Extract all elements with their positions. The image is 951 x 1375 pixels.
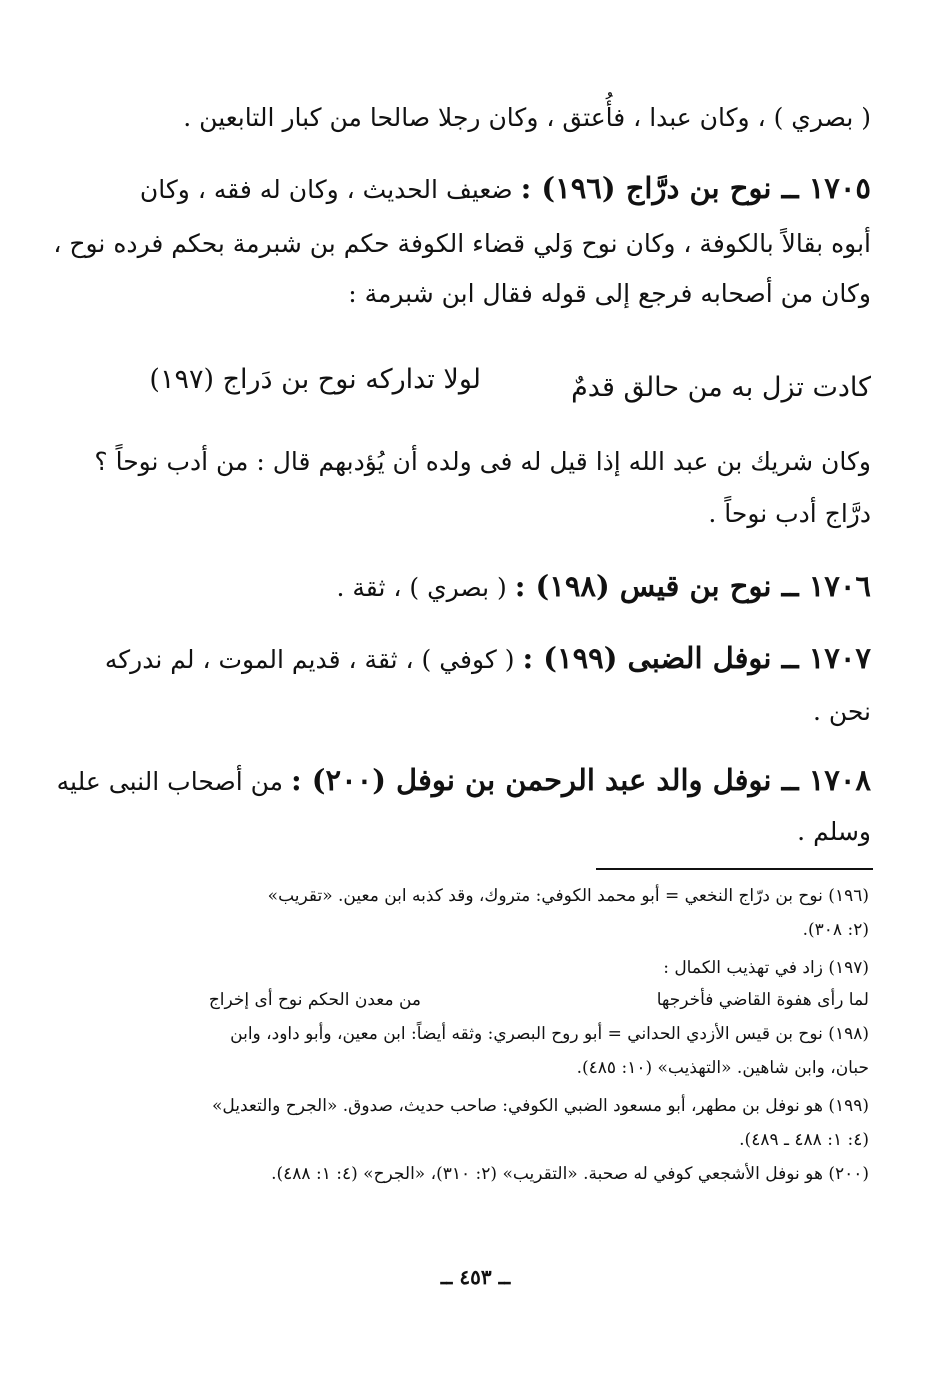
footnote-line: (٢٠٠) هو نوفل الأشجعي كوفي له صحبة. «التقريب» (٢: ٣١٠)، «الجرح» (٤: ١: ٤٨٨). (271, 1164, 869, 1184)
text-line: ( بصري ) ، وكان عبدا ، فأُعتق ، وكان رجلا صالحا من كبار التابعين . (183, 103, 871, 132)
footnote-line: (١٩٩) هو نوفل بن مطهر، أبو مسعود الضبي الكوفي: صاحب حديث، صدوق. «الجرح والتعديل» (211, 1096, 869, 1116)
entry-label: ١٧٠٧ ــ نوفل الضبى (١٩٩) : (522, 641, 871, 675)
text-line: نحن . (812, 697, 871, 726)
entry-text: ( بصري ) ، ثقة . (336, 573, 515, 602)
entry-label: ١٧٠٦ ــ نوح بن قيس (١٩٨) : (514, 569, 871, 603)
footnote-line: (١٩٦) نوح بن درّاج النخعي = أبو محمد الكوفي: متروك، وقد كذبه ابن معين. «تقريب» (267, 886, 869, 906)
footnote-line: (١٩٨) نوح بن قيس الأزدي الحداني = أبو روح البصري: وثقه أيضاً: ابن معين، وأبو داود، وابن (230, 1024, 869, 1044)
entry-1706 (130, 566, 871, 608)
footnote-verse-second: من معدن الحكم نوح أى إخراج (208, 990, 421, 1010)
entry-text: من أصحاب النبى عليه (56, 767, 291, 796)
footnote-line: (١٩٧) زاد في تهذيب الكمال : (663, 958, 869, 978)
entry-label: ١٧٠٥ ــ نوح بن درَّاج (١٩٦) : (520, 171, 871, 205)
footnote-line: حبان، وابن شاهين. «التهذيب» (١٠: ٤٨٥). (576, 1058, 869, 1078)
text-line: وكان شريك بن عبد الله إذا قيل له فى ولده أن يُؤدبهم قال : من أدب نوحاً ؟ (94, 447, 871, 476)
text-line: وسلم . (797, 817, 871, 846)
footnote-separator (596, 868, 873, 870)
verse-second-hemistich: لولا تداركه نوح بن دَراج (١٩٧) (149, 364, 481, 395)
page-number: ــ ٤٥٣ ــ (440, 1265, 511, 1289)
verse-first-hemistich: كادت تزل به من حالق قدمٌ (571, 372, 871, 403)
entry-1708 (56, 760, 871, 802)
text-line: درَّاج أدب نوحاً . (708, 499, 871, 528)
entry-text: ضعيف الحديث ، وكان له فقه ، وكان (139, 175, 521, 204)
footnote-verse-first: لما رأى هفوة القاضي فأخرجها (656, 990, 869, 1010)
text-line: وكان من أصحابه فرجع إلى قوله فقال ابن شبرمة : (348, 279, 871, 308)
entry-1707 (104, 638, 871, 680)
text-line: أبوه بقالاً بالكوفة ، وكان نوح وَلي قضاء الكوفة حكم بن شبرمة بحكم فرده نوح ، (53, 229, 871, 258)
entry-1705 (130, 168, 871, 210)
footnote-line: (٤: ١: ٤٨٨ ـ ٤٨٩). (739, 1130, 869, 1150)
entry-label: ١٧٠٨ ــ نوفل والد عبد الرحمن بن نوفل (٢٠٠) : (290, 763, 871, 797)
footnote-line: (٢: ٣٠٨). (802, 920, 869, 940)
entry-text: ( كوفي ) ، ثقة ، قديم الموت ، لم ندركه (104, 645, 523, 674)
